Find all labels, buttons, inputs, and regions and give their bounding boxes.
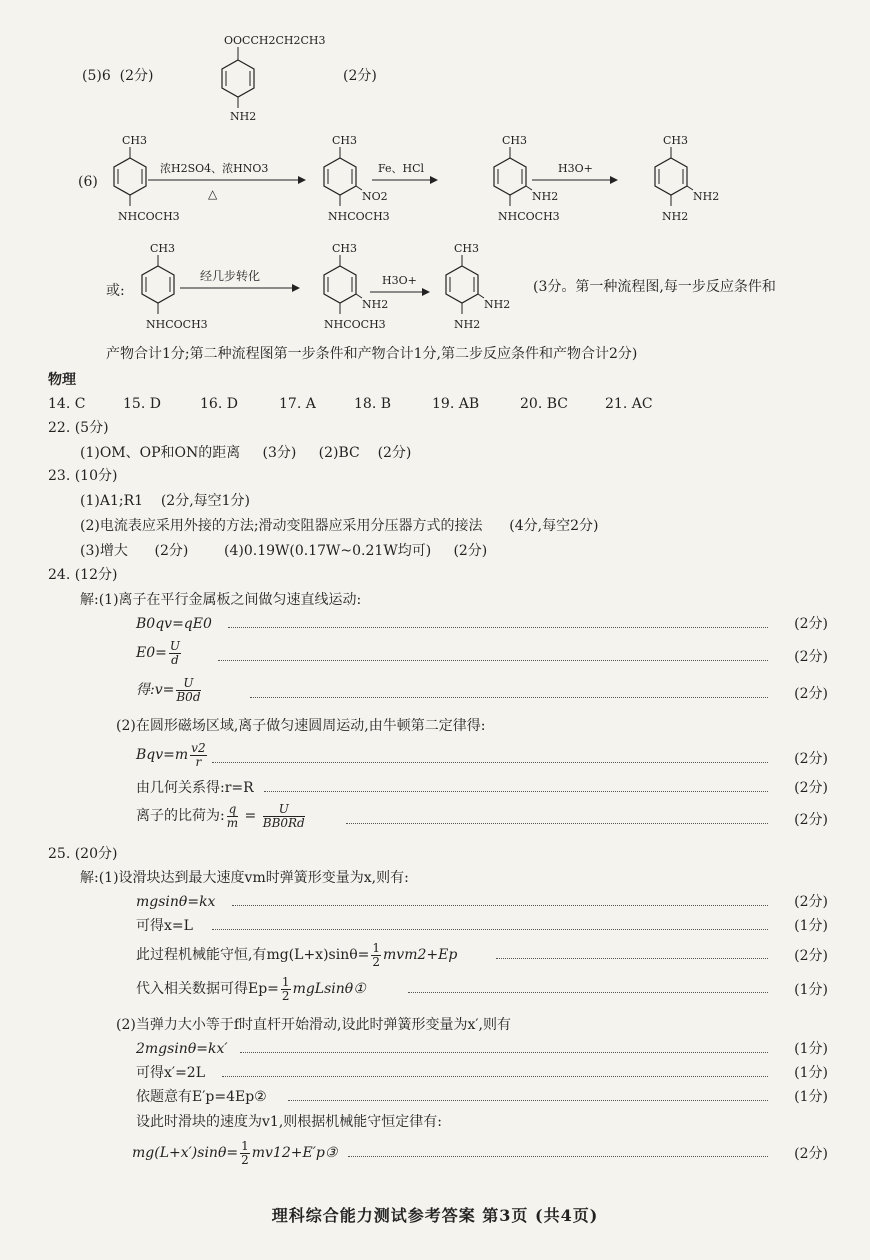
q5-score2: (2分) [343,68,377,84]
q24-score1: (2分) [794,616,828,632]
svg-text:经几步转化: 经几步转化 [200,269,261,283]
svg-text:△: △ [208,187,218,201]
svg-text:NH2: NH2 [532,190,559,203]
svg-text:NH2: NH2 [662,210,689,223]
mc-item: 19. AB [432,396,480,412]
leader-dots [496,958,768,959]
mc-item: 20. BC [520,396,568,412]
q25-intro: 解:(1)设滑块达到最大速度vm时弹簧形变量为x,则有: [80,870,409,886]
q24-eq5: 由几何关系得:r=R [136,780,254,796]
svg-text:CH3: CH3 [122,134,148,147]
q25-score1: (2分) [794,894,828,910]
q25-e4: 代入相关数据可得Ep= $\frac{1}{2}$ mgLsinθ① [136,975,366,1003]
svg-text:NO2: NO2 [362,190,388,203]
q23-line2: (2)电流表应采用外接的方法;滑动变阻器应采用分压器方式的接法 (4分,每空2分) [80,518,599,534]
q24-eq1: B0qv=qE0 [136,616,212,632]
q25-score7: (1分) [794,1089,828,1105]
q25-e9: mg(L+x′)sinθ= $\frac{1}{2}$ mv12+E′p③ [132,1139,338,1167]
svg-text:CH3: CH3 [663,134,689,147]
svg-text:NH2: NH2 [693,190,720,203]
q6-route-1 [100,128,740,236]
leader-dots [228,627,768,628]
svg-text:NHCOCH3: NHCOCH3 [146,318,208,331]
mc-item: 21. AC [605,396,653,412]
svg-text:NH2: NH2 [484,298,511,311]
svg-text:Fe、HCl: Fe、HCl [378,162,425,175]
q24-score3: (2分) [794,686,828,702]
q24-eq2: E0= $\frac{U}{d}$ [136,639,180,667]
svg-text:CH3: CH3 [502,134,528,147]
q24-eq6: 离子的比荷为: $\frac{q}{m}$ = $\frac{U}{BB0Rd}$ [136,802,305,830]
q24-score5: (2分) [794,780,828,796]
svg-text:NHCOCH3: NHCOCH3 [118,210,180,223]
svg-text:浓H2SO4、浓HNO3: 浓H2SO4、浓HNO3 [160,162,269,175]
q5-amine: NH2 [230,110,257,123]
alt-label: 或: [106,283,125,299]
leader-dots [408,992,768,993]
leader-dots [348,1156,768,1157]
leader-dots [232,905,768,906]
q5-label: (5)6 (2分) [82,68,154,84]
q25-score6: (1分) [794,1065,828,1081]
q6-note-1: (3分。第一种流程图,每一步反应条件和 [533,279,776,295]
q25-score2: (1分) [794,918,828,934]
q22-head: 22. (5分) [48,420,109,436]
leader-dots [222,1076,768,1077]
leader-dots [240,1052,768,1053]
svg-text:H3O+: H3O+ [382,274,417,287]
q24-score4: (2分) [794,751,828,767]
q23-line3: (3)增大 (2分) (4)0.19W(0.17W~0.21W均可) (2分) [80,543,488,559]
leader-dots [212,762,768,763]
mc-item: 15. D [123,396,161,412]
q24-head: 24. (12分) [48,567,118,583]
q6-label: (6) [78,174,98,190]
svg-text:NHCOCH3: NHCOCH3 [324,318,386,331]
q23-line1: (1)A1;R1 (2分,每空1分) [80,493,251,509]
svg-text:CH3: CH3 [332,242,358,255]
leader-dots [264,791,768,792]
q25-e5: 2mgsinθ=kx′ [136,1041,228,1057]
svg-text:CH3: CH3 [454,242,480,255]
leader-dots [346,823,768,824]
svg-text:NHCOCH3: NHCOCH3 [328,210,390,223]
q25-e6: 可得x′=2L [136,1065,206,1081]
q6-note-2: 产物合计1分;第二种流程图第一步条件和产物合计1分,第二步反应条件和产物合计2分) [106,346,638,362]
mc-item: 17. A [279,396,316,412]
svg-text:H3O+: H3O+ [558,162,593,175]
q25-head: 25. (20分) [48,846,118,862]
q25-e7: 依题意有E′p=4Ep② [136,1089,267,1105]
q24-intro: 解:(1)离子在平行金属板之间做匀速直线运动: [80,592,362,608]
leader-dots [288,1100,768,1101]
q24-score6: (2分) [794,812,828,828]
q23-head: 23. (10分) [48,468,118,484]
svg-text:NH2: NH2 [454,318,481,331]
q24-eq4: Bqv=m $\frac{v2}{r}$ [136,741,206,769]
q24-part2: (2)在圆形磁场区域,离子做匀速圆周运动,由牛顿第二定律得: [116,718,486,734]
q25-e8: 设此时滑块的速度为v1,则根据机械能守恒定律有: [136,1114,442,1130]
mc-item: 16. D [200,396,238,412]
q24-score2: (2分) [794,649,828,665]
q25-score8: (2分) [794,1146,828,1162]
q25-score4: (1分) [794,982,828,998]
leader-dots [218,660,768,661]
mc-item: 18. B [354,396,392,412]
svg-text:NH2: NH2 [362,298,389,311]
mc-item: 14. C [48,396,86,412]
q5-substituent: OOCCH2CH2CH3 [224,34,326,47]
leader-dots [212,929,768,930]
q25-score3: (2分) [794,948,828,964]
q25-e1: mgsinθ=kx [136,894,216,910]
svg-text:NHCOCH3: NHCOCH3 [498,210,560,223]
q25-e3: 此过程机械能守恒,有mg(L+x)sinθ= $\frac{1}{2}$ mvm2+Ep [136,941,458,969]
q25-e2: 可得x=L [136,918,193,934]
q25-part2: (2)当弹力大小等于f时直杆开始滑动,设此时弹簧形变量为x′,则有 [116,1017,511,1033]
physics-heading: 物理 [48,372,76,388]
q22-line1: (1)OM、OP和ON的距离 (3分) (2)BC (2分) [80,445,412,461]
q24-eq3: 得:v= $\frac{U}{B0d}$ [136,676,201,704]
svg-text:CH3: CH3 [332,134,358,147]
leader-dots [250,697,768,698]
page-footer: 理科综合能力测试参考答案 第3页 (共4页) [271,1206,599,1225]
q5-structure [200,28,340,128]
q25-score5: (1分) [794,1041,828,1057]
svg-text:CH3: CH3 [150,242,176,255]
q6-route-2 [128,236,528,344]
